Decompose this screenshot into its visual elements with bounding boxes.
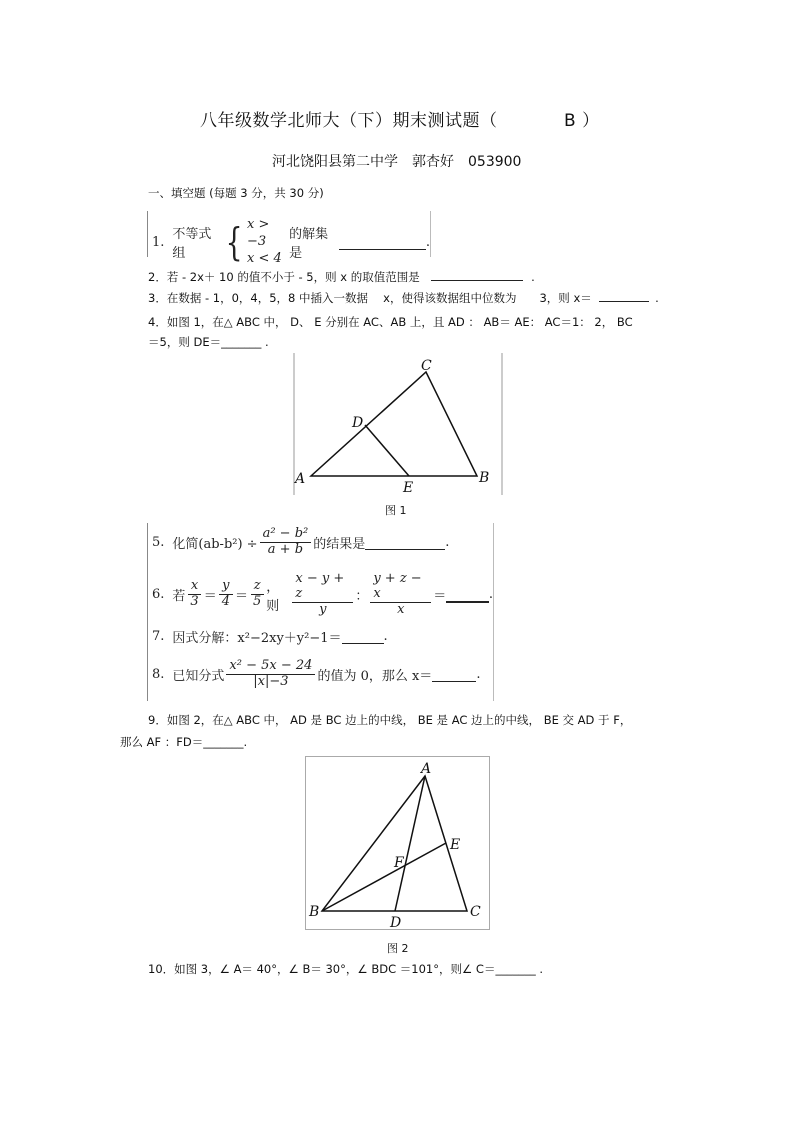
q1-end: .: [425, 234, 431, 250]
q5-number: 5.: [152, 534, 165, 550]
q5-pre-text: 化简(ab-b²) ÷: [172, 536, 258, 552]
fig2-label-d: D: [390, 915, 402, 930]
question-8: [152, 659, 480, 690]
q5-fraction: [260, 527, 312, 558]
q8-pre-text: 已知分式: [172, 668, 225, 684]
q6-f4-den: y: [319, 601, 327, 617]
q6-f4-num: x − y + z: [292, 572, 353, 603]
q6-number: 6.: [152, 587, 165, 603]
q6-fraction-y4: [219, 579, 233, 610]
q8-fraction: [226, 659, 315, 690]
q7-text: 因式分解：x²−2xy＋y²−1＝: [172, 631, 342, 646]
q7-answer-blank: [342, 629, 384, 644]
q6-pre-text: 若: [172, 589, 186, 605]
question-4-line1: 4．如图 1，在△ ABC 中， D、 E 分别在 AC、AB 上，且 AD ： AB＝ AE： AC＝1： 2， BC: [148, 315, 633, 329]
q6-fraction-5: [370, 572, 431, 618]
q6-f3-num: z: [251, 579, 264, 595]
q5-end: .: [445, 534, 450, 550]
fig1-label-d: D: [352, 415, 364, 431]
question-7: [152, 627, 388, 646]
questions-5-8-box: [147, 523, 494, 701]
fig2-label-c: C: [470, 904, 481, 920]
section-heading: 一、填空题 (每题 3 分，共 30 分): [148, 186, 324, 200]
q5-post-text: 的结果是: [313, 536, 366, 552]
fig2-frame: [306, 757, 490, 930]
q6-end: .: [488, 587, 493, 603]
q8-end: .: [476, 666, 481, 682]
title-text: 八年级数学北师大（下）期末测试题（: [200, 111, 498, 131]
fig1-segment-de: [365, 425, 409, 476]
fig1-triangle-abc: [311, 372, 477, 476]
question-4-line2: ＝5，则 DE＝_______ .: [148, 335, 269, 349]
figure-1-caption: 图 1: [385, 504, 407, 517]
q8-number: 8.: [152, 666, 165, 682]
q5-fraction-numerator: a² − b²: [260, 527, 312, 543]
question-1-box: [147, 211, 431, 266]
q1-number: 1.: [152, 234, 165, 250]
q1-ineq2: x < 4: [247, 250, 282, 266]
figure-1-svg: [293, 353, 503, 495]
q5-answer-blank: [365, 535, 445, 550]
page-title: [200, 106, 498, 131]
q6-f5-den: x: [397, 601, 405, 617]
figure-2: [305, 756, 490, 930]
q6-f5-num: y + z − x: [370, 572, 431, 603]
q6-f2-num: y: [219, 579, 232, 595]
q8-fraction-denominator: |x|−3: [253, 673, 289, 689]
q1-pre-text: 不等式组: [172, 227, 212, 262]
fig2-label-a: A: [421, 761, 432, 777]
q6-f3-den: 5: [253, 594, 262, 610]
title-version: B ）: [564, 111, 600, 131]
q6-fraction-z5: [250, 579, 264, 610]
question-2: [148, 269, 535, 285]
fig1-label-a: A: [295, 471, 306, 487]
q8-answer-blank: [432, 667, 476, 682]
q8-post-text: 的值为 0，那么 x＝: [317, 668, 433, 684]
question-9-line1: 9．如图 2，在△ ABC 中， AD 是 BC 边上的中线， BE 是 AC 边上的中线， BE 交 AD 于 F，: [148, 713, 632, 727]
fig1-label-c: C: [421, 358, 432, 374]
q6-equals: ＝: [433, 589, 447, 605]
q2-answer-blank: [431, 269, 523, 281]
q3-answer-blank: [599, 290, 649, 302]
figure-1: [293, 353, 503, 495]
brace-icon: {: [225, 220, 243, 265]
q1-system: [222, 217, 289, 268]
fig2-label-e: E: [450, 837, 461, 853]
figure-2-caption: 图 2: [387, 942, 409, 955]
fig2-label-b: B: [309, 904, 320, 920]
q6-f1-num: x: [188, 579, 201, 595]
question-5: [152, 527, 449, 558]
q2-end: .: [531, 270, 535, 284]
q1-answer-blank: [339, 235, 426, 250]
question-9-line2: 那么 AF ：FD＝_______.: [120, 735, 248, 749]
q2-text: 2．若 - 2x＋ 10 的值不小于 - 5，则 x 的取值范围是: [148, 270, 420, 284]
q5-fraction-denominator: a + b: [267, 541, 304, 557]
q8-fraction-numerator: x² − 5x − 24: [226, 659, 315, 675]
fig2-label-f: F: [394, 855, 404, 871]
q6-fraction-x3: [187, 579, 201, 610]
q6-colon: ：: [355, 589, 369, 605]
q1-post-text: 的解集是: [289, 227, 329, 262]
q6-f1-den: 3: [190, 594, 199, 610]
q1-ineq1: x > −3: [247, 217, 270, 249]
author-line: 河北饶阳县第二中学 郭杏好 053900: [272, 154, 522, 170]
fig2-median-be: [322, 843, 446, 911]
q7-end: .: [383, 629, 388, 644]
q6-f2-den: 4: [221, 594, 230, 610]
q6-answer-blank: [446, 587, 489, 603]
question-10: 10．如图 3，∠ A＝ 40°，∠ B＝ 30°，∠ BDC ＝101°，则∠ C＝_______ .: [148, 962, 544, 976]
q6-fraction-4: [292, 572, 353, 618]
q6-mid-text: ，则: [266, 579, 280, 614]
question-3: [148, 290, 659, 306]
figure-2-svg: [305, 756, 490, 930]
fig1-label-b: B: [479, 470, 490, 486]
q3-end: .: [655, 291, 659, 305]
q7-number: 7.: [152, 629, 165, 644]
q3-text: 3．在数据 - 1，0，4，5，8 中插入一数据 x，使得该数据组中位数为 3，则 x＝: [148, 291, 592, 305]
question-6: 6. 若 $\frac{x}{3}$ ＝ $\frac{y}{4}$ ＝ $\frac{z}{5}$ ，则 $\frac{x - y + z}{y}$ ： $\frac{y + z - x}{x}$ ＝ .: [152, 571, 493, 617]
fig1-label-e: E: [403, 480, 414, 495]
